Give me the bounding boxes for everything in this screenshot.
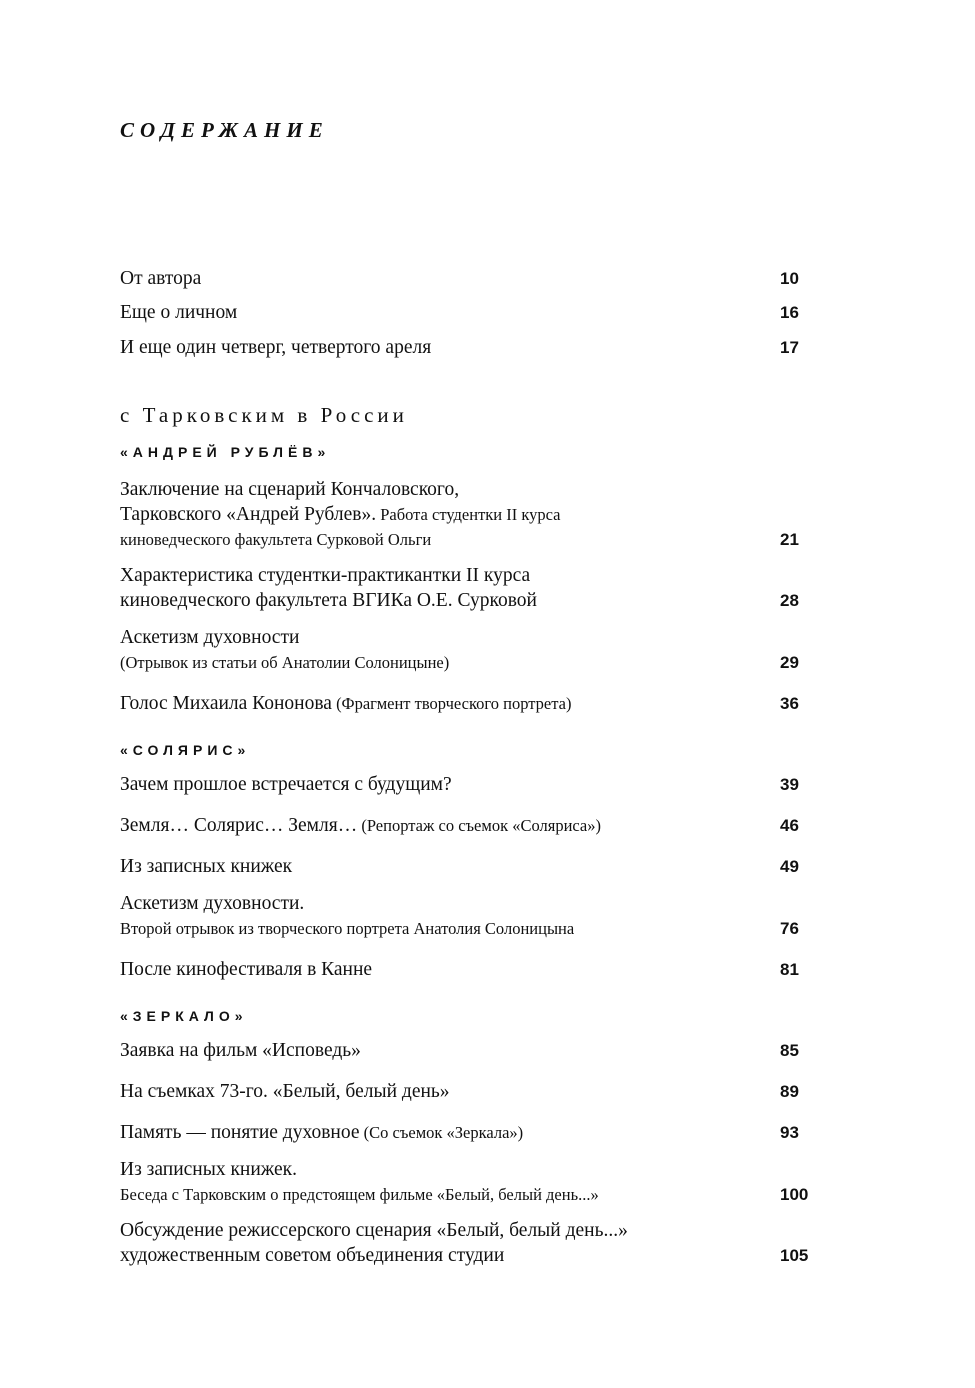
entry-subtitle: (Отрывок из статьи об Анатолии Солоницыне)	[120, 653, 450, 672]
page-number: 17	[780, 338, 799, 357]
entry-title-line: Из записных книжек.	[120, 1159, 298, 1180]
entry-title: Зачем прошлое встречается с будущим?	[120, 774, 452, 795]
toc-entry	[120, 854, 810, 879]
toc-entry	[120, 335, 810, 360]
entry-title: Земля… Солярис… Земля…	[120, 815, 358, 836]
entry-title-line: Заключение на сценарий Кончаловского,	[120, 479, 460, 500]
entry-title-line: Обсуждение режиссерского сценария «Белый, белый день...»	[120, 1220, 628, 1241]
entry-title: И еще один четверг, четвертого ареля	[120, 337, 432, 358]
toc-entry	[120, 300, 810, 325]
film-heading: «СОЛЯРИС»	[120, 742, 251, 758]
entry-title: На съемках 73-го. «Белый, белый день»	[120, 1081, 450, 1102]
toc-entry	[120, 772, 810, 797]
toc-entry	[120, 1218, 810, 1268]
entry-title-line: киноведческого факультета ВГИКа О.Е. Сурковой	[120, 590, 537, 611]
entry-subtitle: киноведческого факультета Сурковой Ольги	[120, 530, 432, 549]
entry-title: Еще о личном	[120, 302, 238, 323]
toc-entry	[120, 1079, 810, 1104]
page-number: 46	[780, 816, 799, 835]
film-heading: «АНДРЕЙ РУБЛЁВ»	[120, 444, 331, 460]
entry-subtitle: (Фрагмент творческого портрета)	[331, 694, 572, 713]
entry-title: Память — понятие духовное	[120, 1122, 360, 1143]
entry-subtitle: (Репортаж со съемок «Соляриса»)	[357, 816, 601, 835]
page-number: 100	[780, 1185, 809, 1204]
page-number: 89	[780, 1082, 799, 1101]
page-title: СОДЕРЖАНИЕ	[120, 118, 329, 142]
page-number: 76	[780, 919, 799, 938]
page-number: 81	[780, 960, 799, 979]
entry-title: Из записных книжек	[120, 856, 293, 877]
entry-title-line: Аскетизм духовности.	[120, 893, 305, 914]
page-number: 21	[780, 530, 799, 549]
entry-title: От автора	[120, 268, 202, 289]
toc-entry	[120, 1038, 810, 1063]
page-number: 105	[780, 1246, 809, 1265]
page-number: 28	[780, 591, 799, 610]
toc-entry	[120, 266, 810, 291]
toc-entry	[120, 691, 810, 716]
toc-entry	[120, 1157, 810, 1207]
entry-title: Заявка на фильм «Исповедь»	[120, 1040, 361, 1061]
entry-title: После кинофестиваля в Канне	[120, 959, 373, 980]
part-title: с Тарковским в России	[120, 403, 408, 427]
entry-subtitle: Работа студентки II курса	[376, 505, 561, 524]
page-number: 10	[780, 269, 799, 288]
toc-entry	[120, 477, 810, 552]
toc-entry	[120, 1120, 810, 1145]
film-heading: «ЗЕРКАЛО»	[120, 1008, 248, 1024]
toc-entry	[120, 563, 810, 613]
entry-title-line: Аскетизм духовности	[120, 627, 300, 648]
page-number: 85	[780, 1041, 799, 1060]
toc-entry	[120, 625, 810, 675]
entry-title-line: Тарковского «Андрей Рублев».	[120, 504, 377, 525]
page-number: 16	[780, 303, 799, 322]
entry-subtitle: (Со съемок «Зеркала»)	[359, 1123, 524, 1142]
entry-title: Голос Михаила Кононова	[120, 693, 332, 714]
entry-subtitle: Второй отрывок из творческого портрета Анатолия Солоницына	[120, 919, 575, 938]
page-number: 39	[780, 775, 799, 794]
toc-entry	[120, 957, 810, 982]
entry-title-line: Характеристика студентки-практикантки II курса	[120, 565, 531, 586]
toc-entry	[120, 891, 810, 941]
toc-entry	[120, 813, 810, 838]
page-number: 93	[780, 1123, 799, 1142]
page-number: 49	[780, 857, 799, 876]
page-number: 36	[780, 694, 799, 713]
page-number: 29	[780, 653, 799, 672]
entry-title-line: художественным советом объединения студии	[120, 1245, 505, 1266]
entry-subtitle: Беседа с Тарковским о предстоящем фильме «Белый, белый день...»	[120, 1185, 599, 1204]
